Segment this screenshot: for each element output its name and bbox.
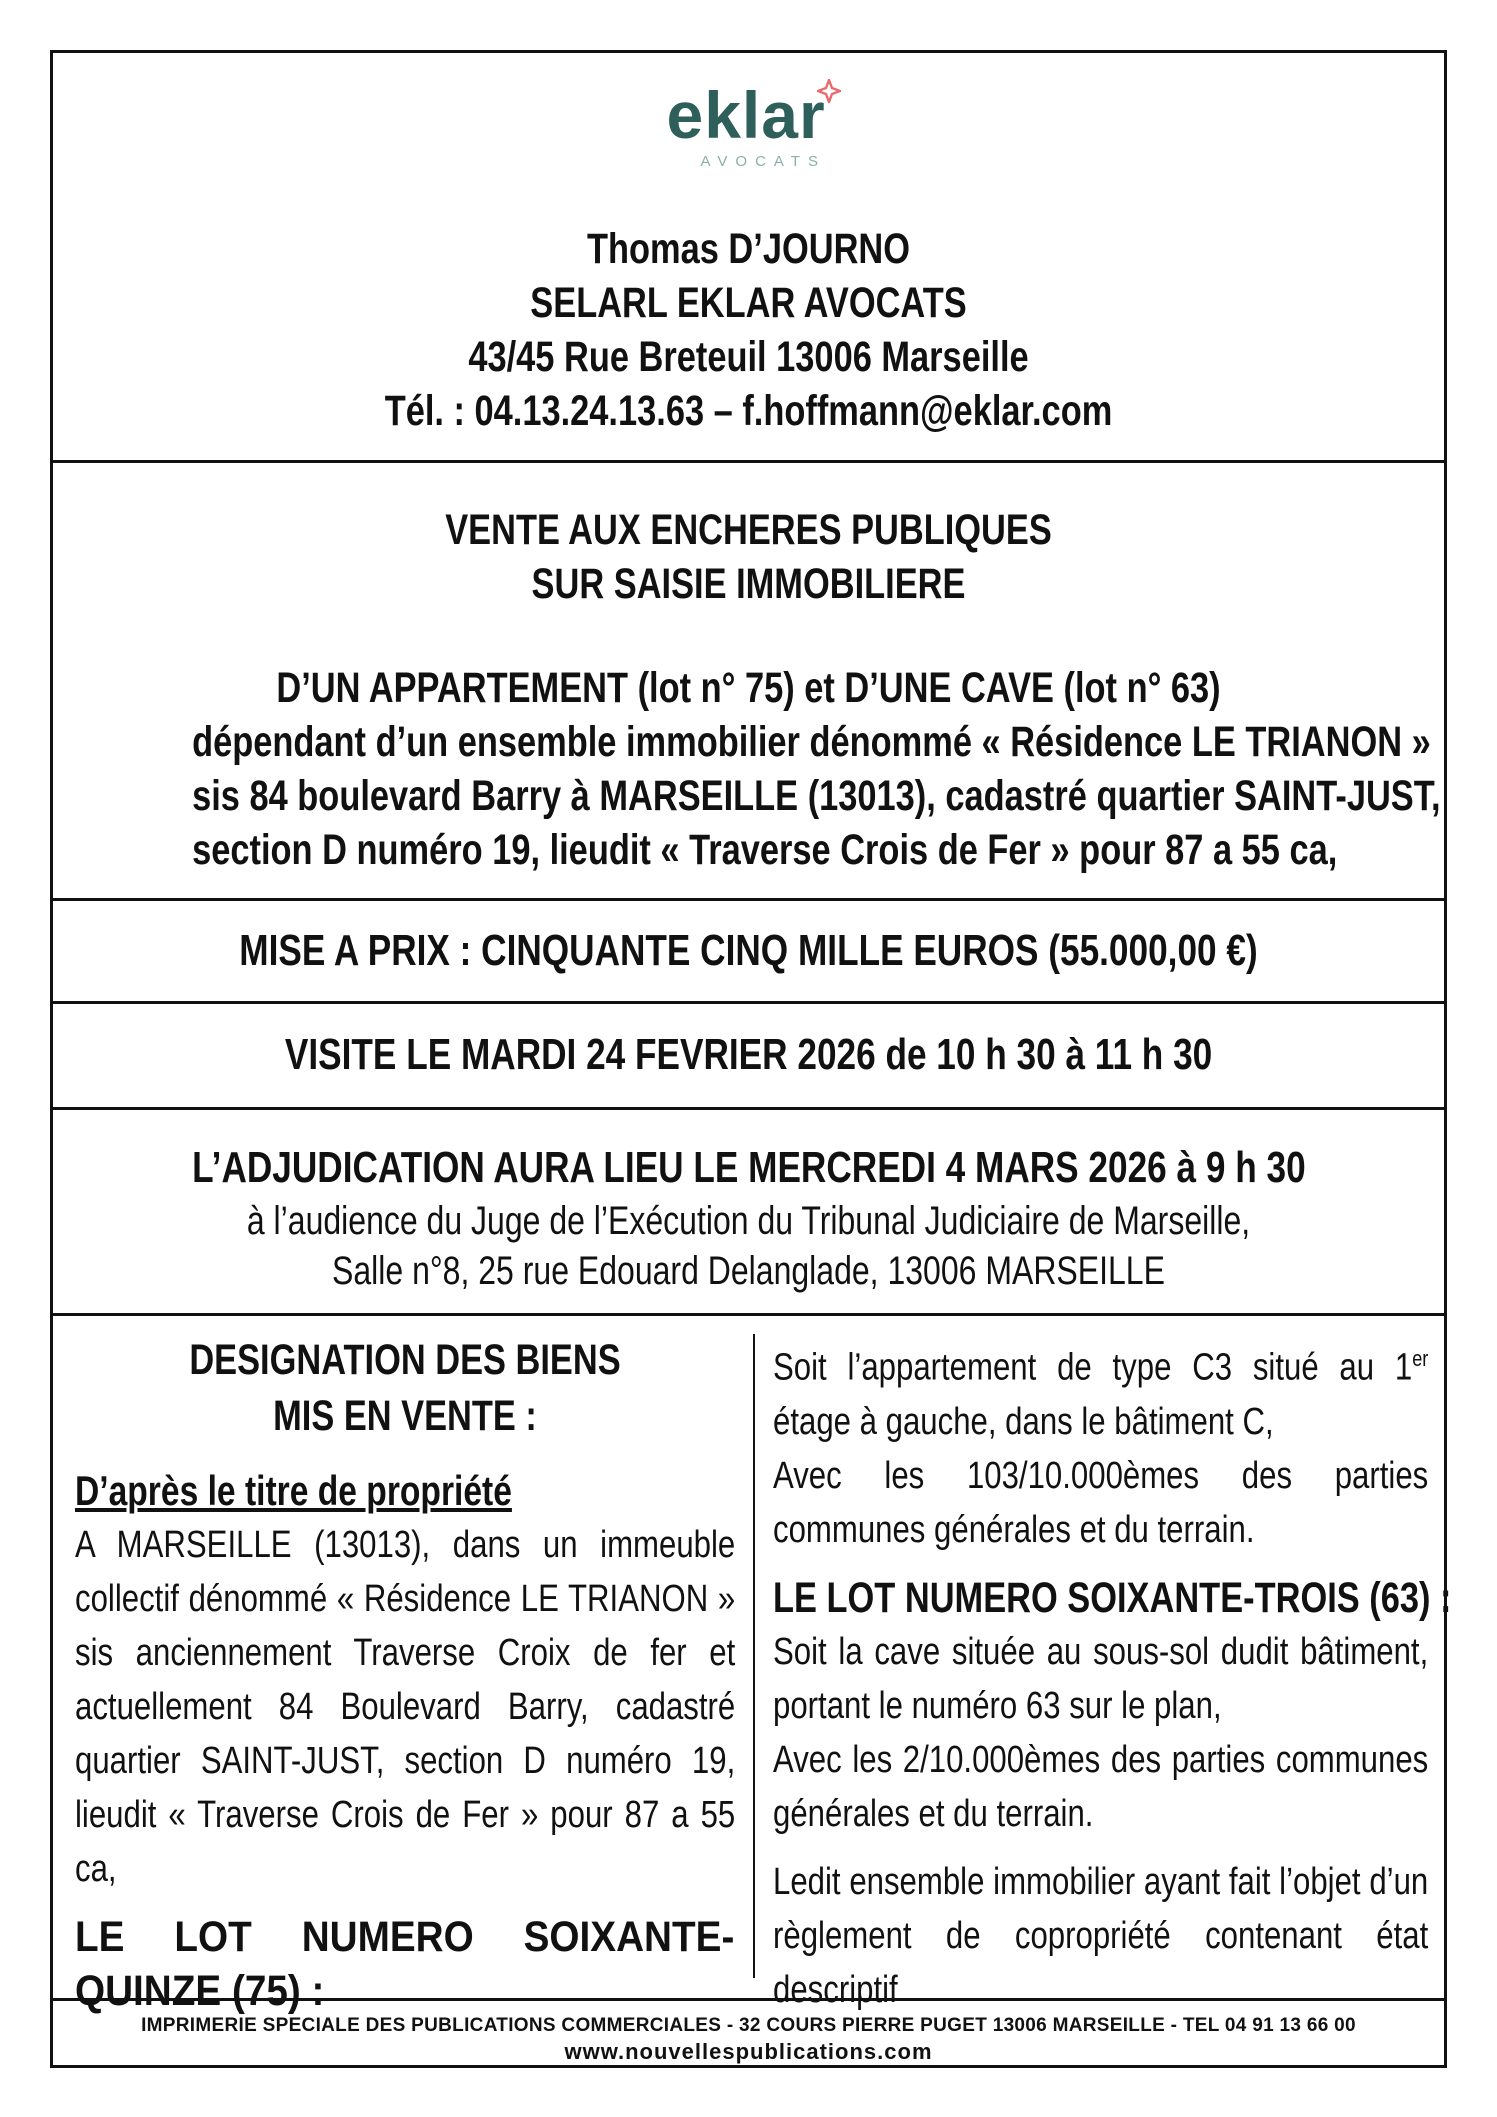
column-divider [753, 1334, 755, 1978]
designation-title-2: MIS EN VENTE : [273, 1392, 537, 1441]
sale-object-4: section D numéro 19, lieudit « Traverse Crois de Fer » pour 87 a 55 ca, [192, 826, 1338, 875]
printer-website[interactable]: www.nouvellespublications.com [564, 2038, 933, 2064]
designation-left-column [75, 1332, 735, 2018]
lawyer-name: Thomas D’JOURNO [586, 225, 911, 273]
designation-section [53, 1316, 1452, 2016]
sale-object-3: sis 84 boulevard Barry à MARSEILLE (13013), cadastré quartier SAINT-JUST, [192, 772, 1441, 821]
firm-address: 43/45 Rue Breteuil 13006 Marseille [468, 333, 1029, 381]
firm-contact: Tél. : 04.13.24.13.63 – f.hoffmann@eklar.com [384, 387, 1113, 435]
sale-object-2: dépendant d’un ensemble immobilier dénommé « Résidence LE TRIANON » [192, 718, 1431, 767]
adjudication-title: L’ADJUDICATION AURA LIEU LE MERCREDI 4 MARS 2026 à 9 h 30 [192, 1142, 1306, 1192]
sale-title-2: SUR SAISIE IMMOBILIERE [531, 560, 966, 609]
adjudication-section [53, 1110, 1444, 1317]
logo-wordmark: eklar [666, 78, 826, 152]
lot-75-text-start: Soit l’appartement de type C3 situé au 1 [773, 1347, 1413, 1390]
announcement-frame [50, 50, 1452, 2068]
lot-75-text-end: étage à gauche, dans le bâtiment C, [773, 1401, 1274, 1444]
lawyer-contact [53, 222, 1444, 438]
lot-63-shares: Avec les 2/10.000èmes des parties communes générales et du terrain. [773, 1739, 1429, 1836]
title-deed-subheading: D’après le titre de propriété [75, 1467, 512, 1515]
lot-63-description: Soit la cave située au sous-sol dudit bâtiment, portant le numéro 63 sur le plan, [773, 1631, 1429, 1728]
eklar-logo [649, 75, 849, 175]
visit-section [53, 1004, 1444, 1109]
firm-name: SELARL EKLAR AVOCATS [530, 279, 967, 327]
lot-75-description [773, 1332, 1428, 1449]
printer-address: IMPRIMERIE SPECIALE DES PUBLICATIONS COMMERCIALES - 32 COURS PIERRE PUGET 13006 MARSEILLE - TEL 04 91 13 66 00 [141, 2014, 1356, 2036]
starting-price: MISE A PRIX : CINQUANTE CINQ MILLE EUROS (55.000,00 €) [239, 926, 1258, 976]
designation-right-column [773, 1332, 1452, 2017]
adjudication-line-1: à l’audience du Juge de l’Exécution du Tribunal Judiciaire de Marseille, [246, 1198, 1251, 1243]
header-section [53, 53, 1444, 463]
property-description: A MARSEILLE (13013), dans un immeuble collectif dénommé « Résidence LE TRIANON » sis anciennement Traverse Croix de fer et actuellement 84 Boulevard Barry, cadastré quartier SAINT-JUST, section D numéro 19, lieudit « Traverse Crois de Fer » pour 87 a 55 ca, [75, 1524, 736, 1891]
designation-title-1: DESIGNATION DES BIENS [189, 1336, 621, 1385]
logo-star-icon [817, 79, 841, 103]
lot-75-shares: Avec les 103/10.000èmes des parties communes générales et du terrain. [773, 1455, 1429, 1552]
price-section [53, 901, 1444, 1004]
logo-subtitle: AVOCATS [700, 153, 826, 170]
lot-75-heading: LE LOT NUMERO SOIXANTE-QUINZE (75) : [75, 1913, 735, 2016]
sale-object-1: D’UN APPARTEMENT (lot n° 75) et D’UNE CAVE (lot n° 63) [276, 664, 1221, 713]
sale-title-1: VENTE AUX ENCHERES PUBLIQUES [445, 506, 1052, 555]
coownership-closing: Ledit ensemble immobilier ayant fait l’objet d’un règlement de copropriété contenant état descriptif [773, 1861, 1429, 2012]
adjudication-line-2: Salle n°8, 25 rue Edouard Delanglade, 13006 MARSEILLE [332, 1248, 1165, 1293]
lot-75-ordinal: er [1412, 1346, 1429, 1372]
visit-date: VISITE LE MARDI 24 FEVRIER 2026 de 10 h 30 à 11 h 30 [284, 1030, 1213, 1080]
sale-section [53, 463, 1444, 900]
lot-63-heading: LE LOT NUMERO SOIXANTE-TROIS (63) : [773, 1574, 1452, 1623]
